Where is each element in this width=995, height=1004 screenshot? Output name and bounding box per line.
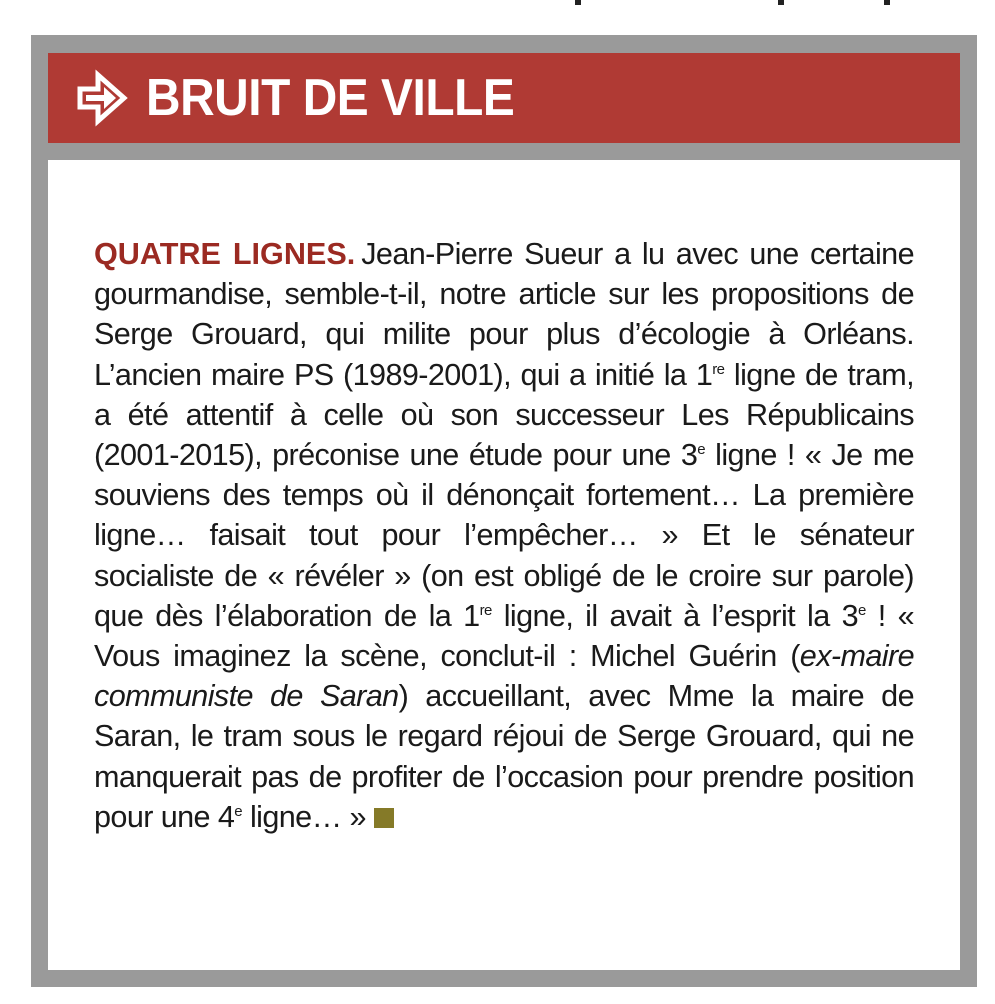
- ordinal-suffix: re: [712, 360, 725, 378]
- ordinal-suffix: re: [479, 601, 492, 619]
- ordinal-suffix: e: [697, 440, 706, 458]
- crop-mark: [575, 0, 581, 5]
- top-crop-marks: [0, 0, 995, 8]
- article-text: ligne, il avait à l’esprit la 3: [491, 598, 859, 633]
- article-text: ligne de tram, a été attentif à celle où son successeur Les Républicains (2001-2015), préconise une étude pour une 3: [94, 357, 915, 473]
- ordinal-suffix: e: [858, 601, 866, 619]
- ordinal-suffix: e: [234, 802, 243, 820]
- article-text: ligne ! « Je me souviens des temps où il dénonçait fortement… La première ligne… faisait tout pour l’empêcher… » Et le sénateur socialiste de « révéler » (on est obligé de le croire sur parole) que dès l’élaboration de la 1: [94, 438, 914, 633]
- article-text: ligne… »: [242, 799, 366, 834]
- end-of-article-square-icon: [374, 808, 394, 828]
- arrow-right-icon: [76, 69, 128, 127]
- article-body: [48, 160, 960, 970]
- crop-mark: [884, 0, 890, 5]
- section-header: [48, 53, 960, 143]
- article-paragraph: [94, 234, 914, 837]
- article-text: ! « Vous imaginez la scène, conclut-il : Michel Guérin (: [94, 598, 915, 674]
- article-text: ) accueillant, avec Mme la maire de Saran, le tram sous le regard réjoui de Serge Grouard, qui ne manquerait pas de profiter de l’occasion pour prendre position pour une 4: [94, 679, 914, 834]
- article-frame: [31, 35, 977, 987]
- section-title: BRUIT DE VILLE: [146, 69, 515, 127]
- crop-mark: [778, 0, 784, 5]
- article-kicker: QUATRE LIGNES.: [94, 237, 356, 271]
- article-text: Jean-Pierre Sueur a lu avec une certaine gourmandise, semble-t-il, notre article sur les propositions de Serge Grouard, qui milite pour plus d’écologie à Orléans. L’ancien maire PS (1989-2001), qui a initié la 1: [94, 237, 914, 392]
- article-italic-text: ex-maire communiste de Saran: [94, 639, 914, 714]
